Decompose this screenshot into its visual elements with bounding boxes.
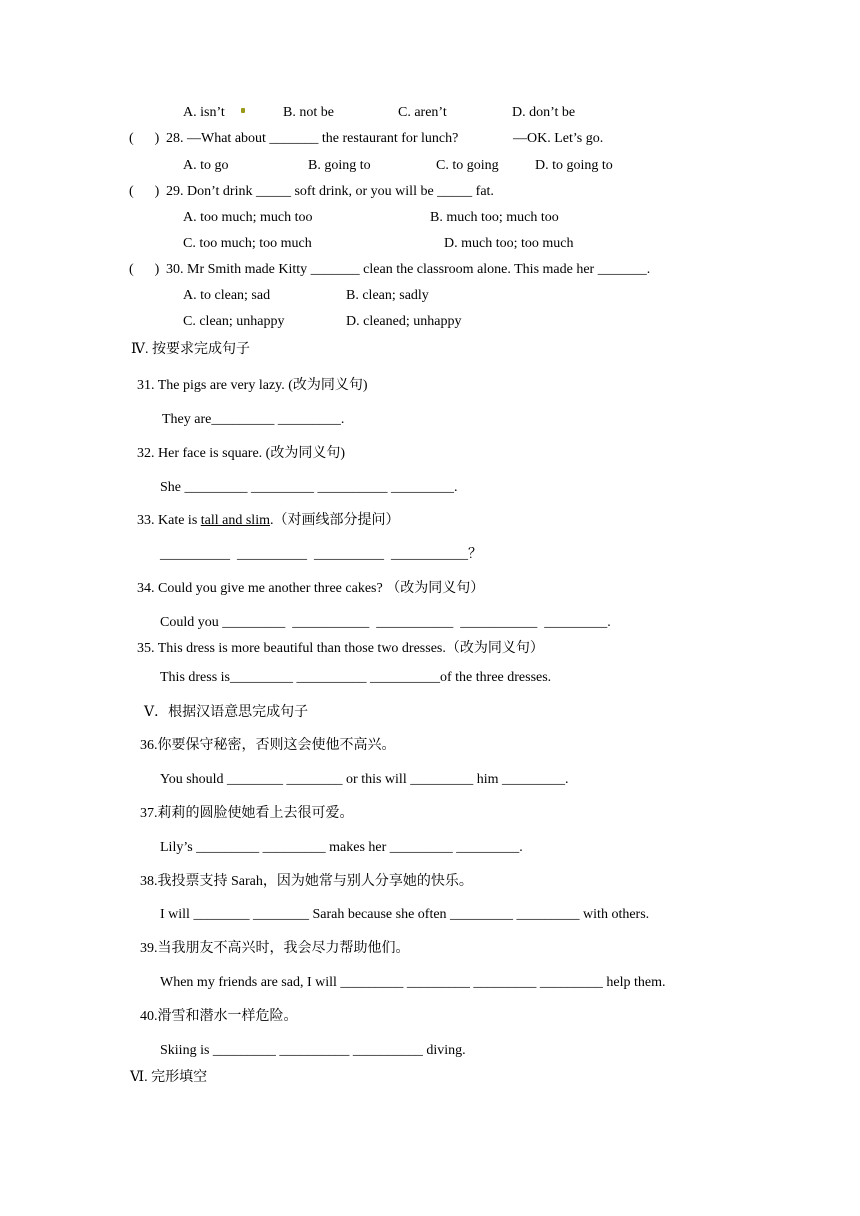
answer-line: When my friends are sad, I will _________ _________ _________ _________ help them. xyxy=(160,975,666,990)
option-b: B. not be xyxy=(283,105,334,120)
answer-line: Skiing is _________ __________ __________ diving. xyxy=(160,1043,466,1058)
answer-line: They are_________ _________. xyxy=(162,412,345,427)
question-prompt: 40.滑雪和潜水一样危险。 xyxy=(140,1009,298,1024)
answer-line: You should ________ ________ or this will _________ him _________. xyxy=(160,772,569,787)
question-prompt: 32. Her face is square. (改为同义句) xyxy=(137,446,345,461)
option-d: D. cleaned; unhappy xyxy=(346,314,462,329)
question-stem: 30. Mr Smith made Kitty _______ clean the classroom alone. This made her _______. xyxy=(166,262,651,277)
question-prompt: 39.当我朋友不高兴时，我会尽力帮助他们。 xyxy=(140,941,410,956)
answer-line: This dress is_________ __________ __________of the three dresses. xyxy=(160,670,552,685)
option-d: D. don’t be xyxy=(512,105,576,120)
answer-line: I will ________ ________ Sarah because she often _________ _________ with others. xyxy=(160,907,650,922)
option-d: D. to going to xyxy=(535,158,613,173)
prompt-suffix: .（对画线部分提问） xyxy=(269,513,400,528)
question-reply: —OK. Let’s go. xyxy=(513,131,604,146)
underlined-phrase: tall and slim xyxy=(200,513,270,528)
option-c: C. clean; unhappy xyxy=(183,314,285,329)
answer-paren: ( ) xyxy=(129,131,160,146)
section-title: Ⅳ. 按要求完成句子 xyxy=(131,342,250,357)
question-prompt: 38.我投票支持 Sarah，因为她常与别人分享她的快乐。 xyxy=(140,874,473,889)
question-stem: 28. —What about _______ the restaurant for lunch? xyxy=(166,131,459,146)
answer-line: Could you _________ ___________ ___________ ___________ _________. xyxy=(160,615,611,630)
question-prompt: 36.你要保守秘密，否则这会使他不高兴。 xyxy=(140,738,396,753)
answer-paren: ( ) xyxy=(129,184,160,199)
option-b: B. much too; much too xyxy=(430,210,559,225)
stray-mark xyxy=(241,108,245,113)
answer-paren: ( ) xyxy=(129,262,160,277)
question-prompt: 35. This dress is more beautiful than those two dresses.（改为同义句） xyxy=(137,641,544,656)
option-d: D. much too; too much xyxy=(444,236,574,251)
question-prompt xyxy=(137,512,399,530)
section-title: Ⅴ．根据汉语意思完成句子 xyxy=(144,705,309,720)
question-prompt: 37.莉莉的圆脸使她看上去很可爱。 xyxy=(140,806,354,821)
option-b: B. clean; sadly xyxy=(346,288,429,303)
option-b: B. going to xyxy=(308,158,371,173)
option-c: C. to going xyxy=(436,158,499,173)
option-a: A. too much; much too xyxy=(183,210,313,225)
option-a: A. to go xyxy=(183,158,229,173)
question-prompt: 31. The pigs are very lazy. (改为同义句) xyxy=(137,378,368,393)
answer-line: Lily’s _________ _________ makes her _________ _________. xyxy=(160,840,523,855)
option-c: C. too much; too much xyxy=(183,236,312,251)
option-a: A. to clean; sad xyxy=(183,288,271,303)
option-a: A. isn’t xyxy=(183,105,225,120)
question-prompt: 34. Could you give me another three cakes? （改为同义句） xyxy=(137,581,485,596)
section-title: Ⅵ. 完形填空 xyxy=(130,1070,208,1085)
answer-line: She _________ _________ __________ _________. xyxy=(160,480,458,495)
option-c: C. aren’t xyxy=(398,105,447,120)
question-stem: 29. Don’t drink _____ soft drink, or you will be _____ fat. xyxy=(166,184,494,199)
answer-line: __________ __________ __________ ___________？ xyxy=(160,547,482,562)
prompt-prefix: 33. Kate is xyxy=(137,513,201,528)
